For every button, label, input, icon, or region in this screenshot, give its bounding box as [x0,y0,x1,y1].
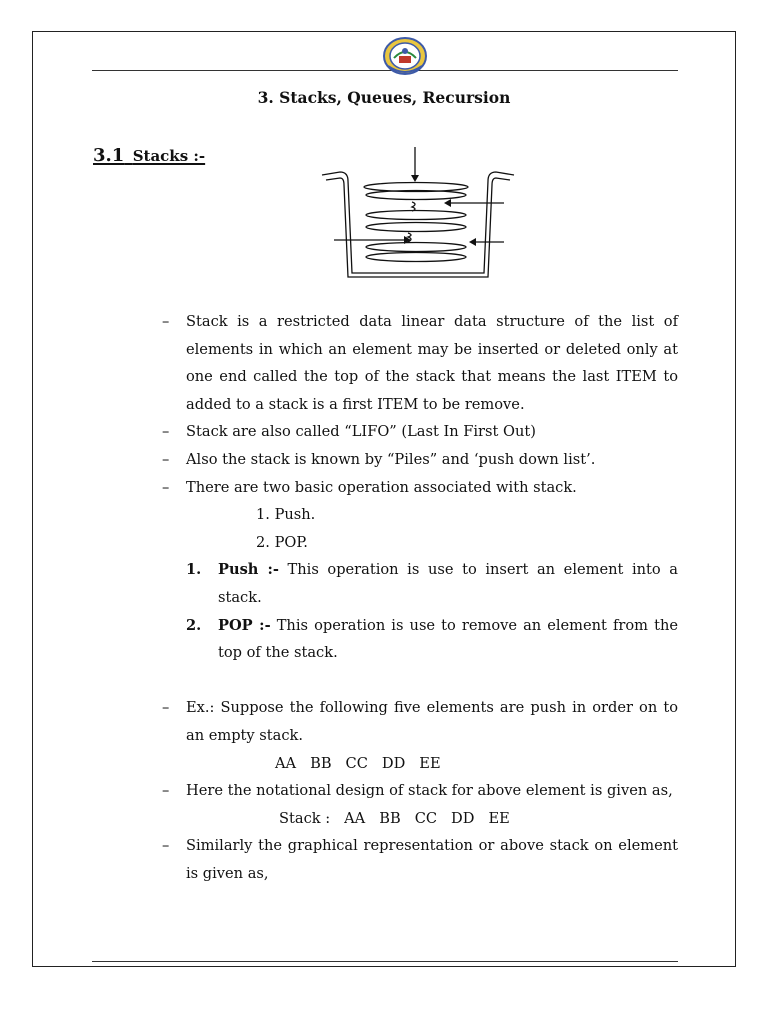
list-item [162,446,678,474]
definition-number: 1. [186,561,202,579]
bullet-text: Stack is a restricted data linear data structure of the list of elements in which an element may be inserted or deleted only at one end called the top of the stack that means the last ITEM to added to a stack is a first ITEM to be remove. [186,313,678,413]
definition-push [162,556,678,611]
bullet-dash: – [162,478,170,496]
definition-number: 2. [186,616,202,634]
list-item [162,474,678,502]
element-value: BB [310,754,332,772]
element-value: BB [379,809,401,827]
bullet-dash: – [162,782,170,800]
element-value: EE [488,809,510,827]
footer-rule [92,961,678,962]
operation-item-pop: 2. POP. [256,533,308,551]
list-item [162,777,678,805]
section-title: Stacks :- [132,147,206,165]
element-value: CC [345,754,368,772]
elements-line [162,750,678,778]
bullet-text: Stack are also called “LIFO” (Last In First Out) [186,423,536,441]
section-number: 3.1 [93,145,125,166]
chapter-title: 3. Stacks, Queues, Recursion [257,88,511,107]
definition-term: Push :- [218,561,279,579]
element-value: DD [451,809,475,827]
element-value: EE [419,754,441,772]
element-value: CC [414,809,438,827]
spacer [162,667,678,695]
list-item [162,694,678,749]
stack-notation [162,805,678,833]
stack-of-plates-diagram [318,145,516,280]
section-heading [93,138,205,167]
definition-pop [162,612,678,667]
bullet-dash: – [162,313,170,330]
list-item [162,832,678,887]
list-item [162,418,678,446]
bullet-text: Ex.: Suppose the following five elements are push in order on to an empty stack. [186,699,678,744]
definition-term: POP :- [218,616,271,634]
bullet-dash: – [162,450,170,468]
college-emblem-logo [382,36,428,76]
bullet-dash: – [162,423,170,441]
element-value: AA [275,754,297,772]
definition-text: This operation is use to remove an element from the top of the stack. [218,616,678,662]
element-value: AA [344,809,366,827]
bullet-text: Here the notational design of stack for above element is given as, [186,782,673,800]
stack-label: Stack : [279,809,331,827]
body-text [162,308,678,887]
bullet-text: Also the stack is known by “Piles” and ‘push down list’. [186,450,596,468]
bullet-text: Similarly the graphical representation or above stack on element is given as, [186,837,678,882]
bullet-text: There are two basic operation associated with stack. [186,478,577,496]
element-value: DD [381,754,406,772]
operation-item-push: 1. Push. [256,506,316,524]
list-item [162,308,678,418]
definition-text: This operation is use to insert an element into a stack. [218,561,678,606]
bullet-dash: – [162,699,170,717]
bullet-dash: – [162,837,170,855]
